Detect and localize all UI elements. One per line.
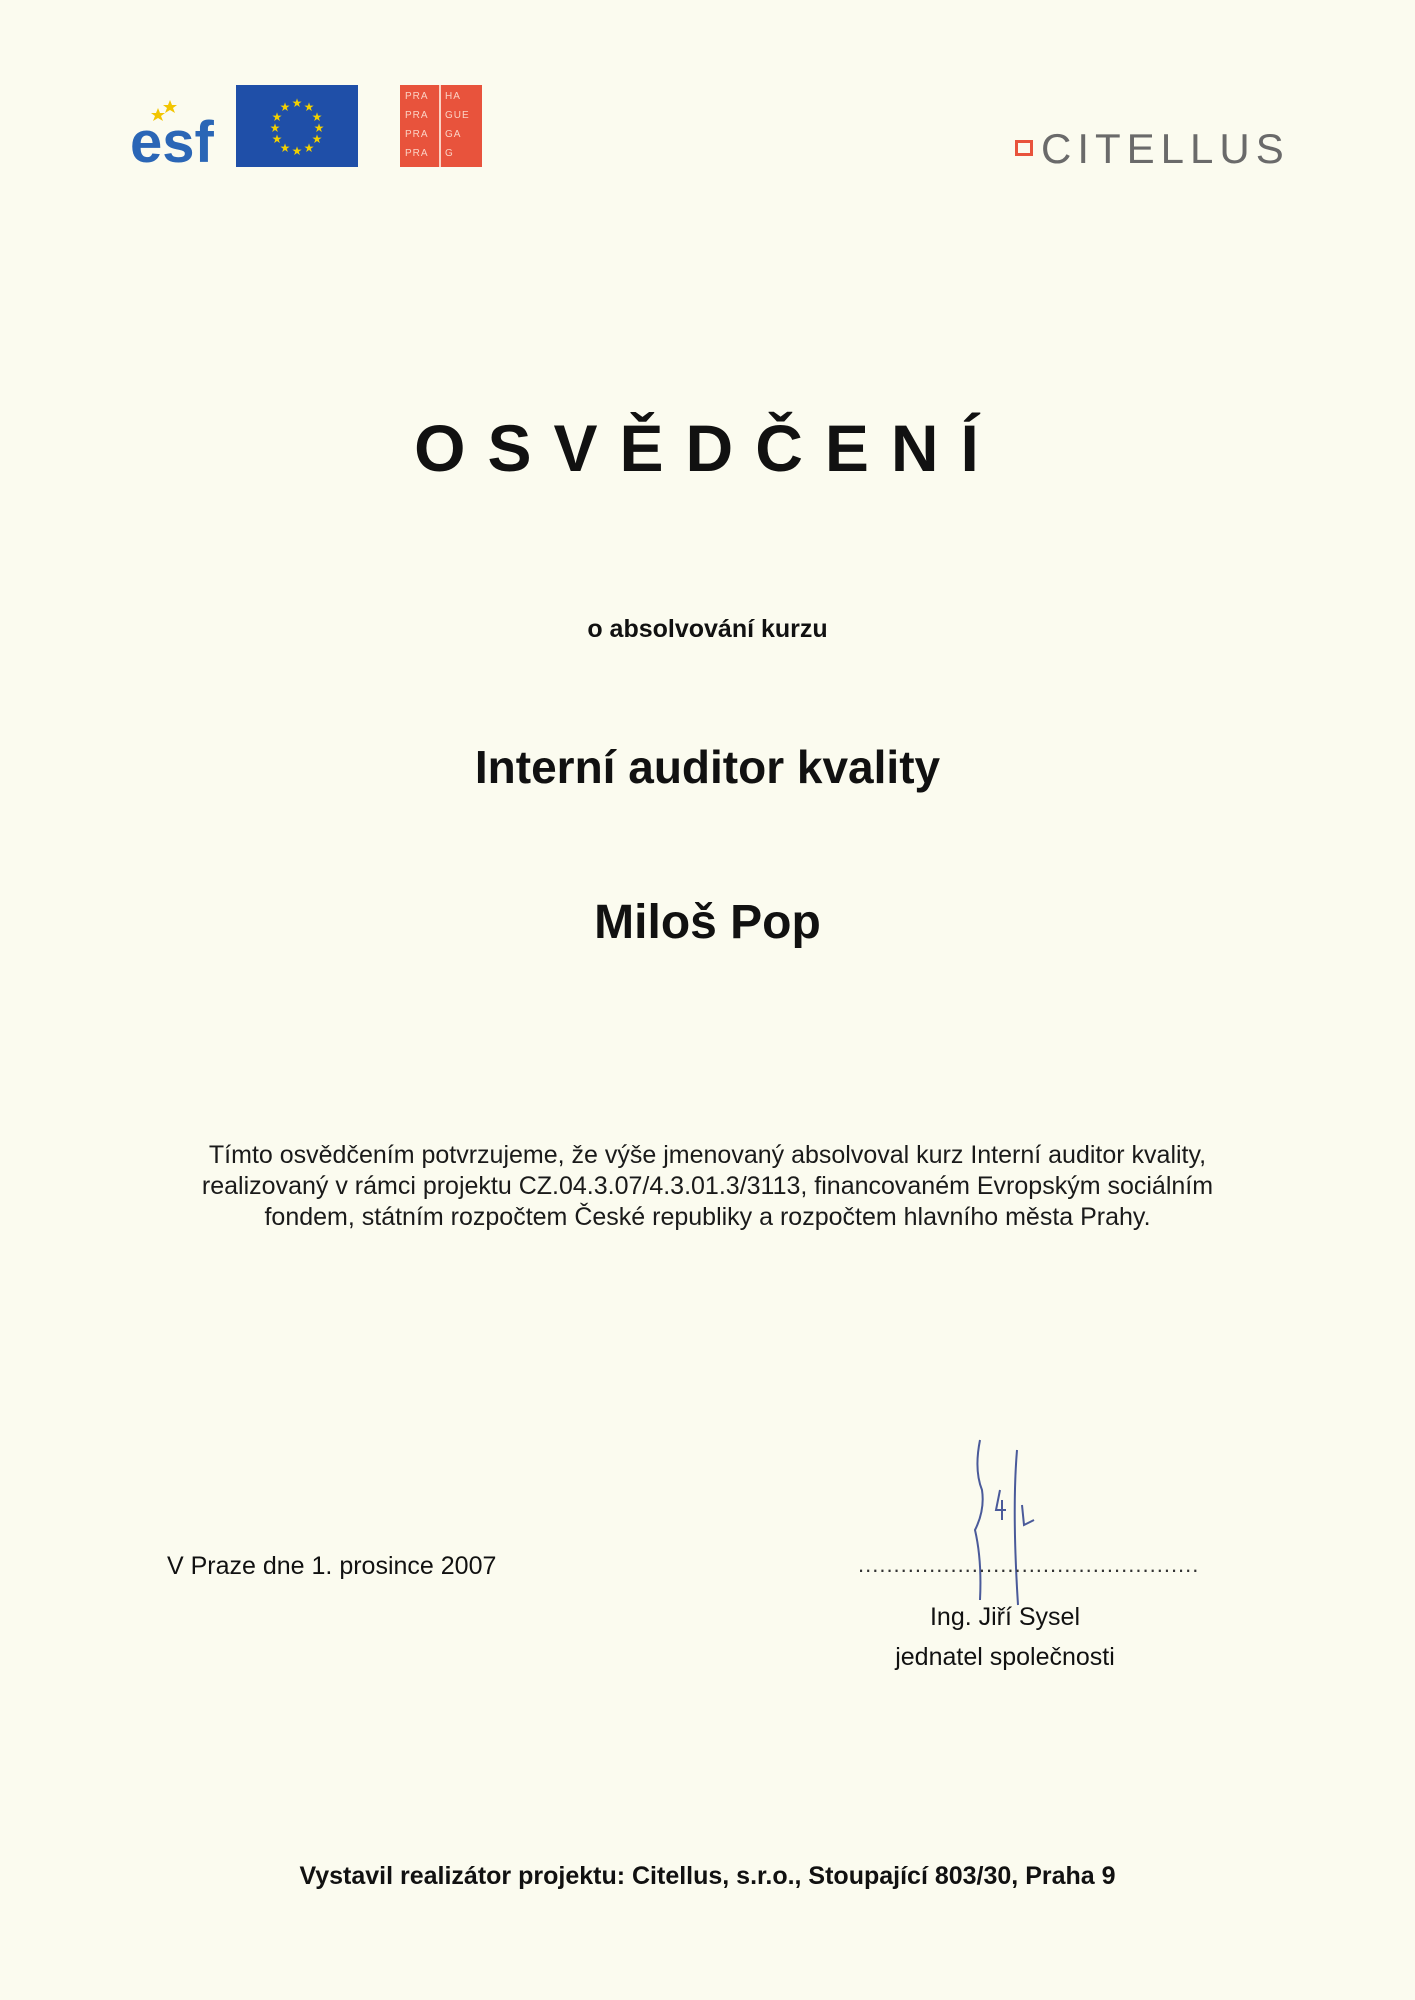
praha-text: PRA [405, 148, 429, 159]
praha-text: HA [445, 91, 461, 102]
place-date: V Praze dne 1. prosince 2007 [167, 1552, 497, 1580]
esf-logo [130, 90, 230, 165]
eu-stars-icon [236, 85, 358, 167]
certificate-subtitle: o absolvování kurzu [587, 615, 828, 643]
course-name: Interní auditor kvality [474, 741, 941, 793]
praha-text: PRA [405, 129, 429, 140]
praha-text: GUE [445, 110, 470, 121]
svg-text:★: ★ [271, 132, 283, 146]
footer-issuer: Vystavil realizátor projektu: Citellus, s.r.o., Stoupající 803/30, Praha 9 [299, 1862, 1116, 1890]
citellus-logo [1015, 125, 1290, 173]
praha-text: PRA [405, 110, 429, 121]
svg-text:★: ★ [313, 121, 325, 135]
praha-text: PRA [405, 91, 429, 102]
citellus-mark-icon [1015, 140, 1033, 156]
praha-logo-divider [439, 85, 441, 167]
svg-text:★: ★ [311, 132, 323, 146]
body-line: realizovaný v rámci projektu CZ.04.3.07/4.3.01.3/3113, financovaném Evropským sociálním [201, 1172, 1214, 1200]
body-line: Tímto osvědčením potvrzujeme, že výše jmenovaný absolvoval kurz Interní auditor kvality, [208, 1141, 1207, 1169]
recipient-name: Miloš Pop [594, 896, 821, 949]
svg-text:★: ★ [291, 96, 303, 110]
svg-text:★: ★ [269, 121, 281, 135]
praha-logo [400, 85, 482, 167]
certificate-title: OSVĚDČENÍ [414, 411, 1001, 485]
signature-line: ................................................ [858, 1552, 1200, 1577]
esf-logo-text: esf [130, 110, 214, 165]
certificate-body [170, 1140, 1245, 1233]
esf-logo-graphic [130, 90, 230, 165]
svg-text:★: ★ [271, 110, 283, 124]
praha-text: G [445, 148, 454, 159]
praha-text: GA [445, 129, 462, 140]
svg-text:★: ★ [303, 100, 315, 114]
svg-text:★: ★ [279, 100, 291, 114]
svg-text:★: ★ [291, 144, 303, 158]
signer-name: Ing. Jiří Sysel [929, 1603, 1081, 1631]
signer-role: jednatel společnosti [895, 1643, 1115, 1671]
body-line: fondem, státním rozpočtem České republiky a rozpočtem hlavního města Prahy. [264, 1203, 1151, 1231]
svg-text:★: ★ [279, 141, 291, 155]
svg-text:★: ★ [311, 110, 323, 124]
citellus-logo-text: CITELLUS [1041, 125, 1290, 172]
eu-flag-logo [236, 85, 358, 167]
handwritten-signature [960, 1430, 1080, 1610]
svg-text:★: ★ [303, 141, 315, 155]
